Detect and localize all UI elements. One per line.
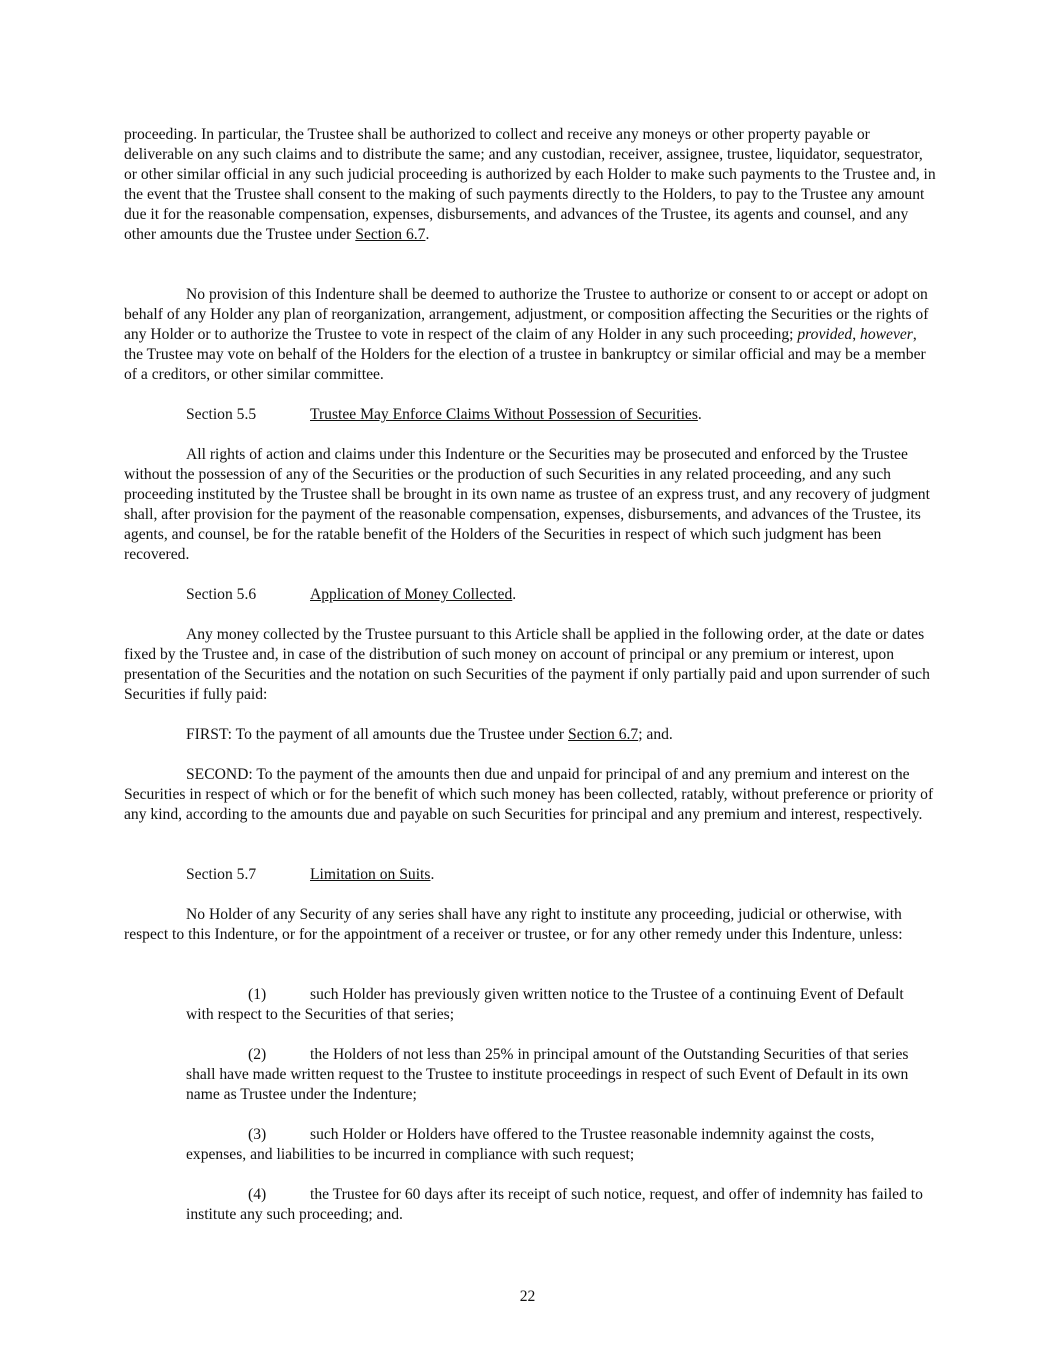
list-item [186, 1185, 934, 1225]
paragraph-5-6 [124, 625, 936, 705]
section-heading-5-6 [186, 585, 516, 605]
paragraph-text: proceeding. In particular, the Trustee shall be authorized to collect and receive any moneys or other property payable or deliverable on any such claims and to distribute the same; and any custodian, receiver, assignee, trustee, liquidator, sequestrator, or other similar official in any such judicial proceeding is authorized by each Holder to make such payments to the Trustee and, in the event that the Trustee shall consent to the making of such payments directly to the Holders, to pay to the Trustee any amount due it for the reasonable compensation, expenses, disbursements, and advances of the Trustee, its agents and counsel, and any other amounts due the Trustee under [124, 126, 936, 243]
paragraph-5-7 [124, 905, 936, 945]
punctuation: . [430, 866, 435, 883]
section-number: Section 5.7 [186, 866, 257, 883]
punctuation: ; and. [638, 726, 673, 743]
list-item-text: the Trustee for 60 days after its receipt of such notice, request, and offer of indemnity has failed to institute any such proceeding; and. [186, 1186, 923, 1223]
punctuation: . [512, 586, 517, 603]
list-item-text: the Holders of not less than 25% in principal amount of the Outstanding Securities of that series shall have made written request to the Trustee to institute proceedings in respect of such Event of Default in its own name as Trustee under the Indenture; [186, 1046, 909, 1103]
list-item-label: (2) [248, 1046, 267, 1063]
list-item [186, 985, 934, 1025]
list-item-label: (1) [248, 986, 267, 1003]
paragraph-second [124, 765, 936, 825]
paragraph-text: Any money collected by the Trustee pursuant to this Article shall be applied in the following order, at the date or dates fixed by the Trustee and, in case of the distribution of such money on account of principal or any premium or interest, upon presentation of the Securities and the notation on such Securities of the payment if only partially paid and upon surrender of such Securities if fully paid: [124, 626, 930, 703]
list-item [186, 1045, 934, 1105]
section-title: Application of Money Collected [310, 586, 513, 603]
page-number: 22 [519, 1288, 536, 1305]
punctuation: , [852, 326, 861, 343]
section-heading-5-5 [186, 405, 702, 425]
paragraph-no-provision [124, 285, 936, 385]
punctuation: . [425, 226, 430, 243]
section-heading-5-7 [186, 865, 434, 885]
paragraph-text: All rights of action and claims under this Indenture or the Securities may be prosecuted and enforced by the Trustee without the possession of any of the Securities or the production of such Securities in any related proceeding, and any such proceeding instituted by the Trustee shall be brought in its own name as trustee of an express trust, and any recovery of judgment shall, after provision for the payment of the reasonable compensation, expenses, disbursements, and advances of the Trustee, its agents, and counsel, be for the ratable benefit of the Holders of the Securities in respect of which such judgment has been recovered. [124, 446, 930, 563]
paragraph-text: No Holder of any Security of any series shall have any right to institute any proceeding, judicial or otherwise, with respect to this Indenture, or for the appointment of a receiver or trustee, or for any other remedy under this Indenture, unless: [124, 906, 903, 943]
list-item-text: such Holder has previously given written notice to the Trustee of a continuing Event of Default with respect to the Securities of that series; [186, 986, 904, 1023]
emphasis-provided: provided [797, 326, 853, 343]
punctuation: . [697, 406, 702, 423]
paragraph-text: SECOND: To the payment of the amounts then due and unpaid for principal of and any premium and interest on the Securities in respect of which or for the benefit of which such money has been collected, ratably, without preference or priority of any kind, according to the amounts due and payable on such Securities for principal and any premium and interest, respectively. [124, 766, 934, 823]
paragraph-5-5 [124, 445, 936, 565]
emphasis-however: however [860, 326, 913, 343]
section-reference: Section 6.7 [568, 726, 639, 743]
list-item-label: (3) [248, 1126, 267, 1143]
section-number: Section 5.5 [186, 406, 257, 423]
paragraph-text: , the Trustee may vote on behalf of the Holders for the election of a trustee in bankruptcy or similar official and may be a member of a creditors, or other similar committee. [124, 326, 926, 383]
paragraph-text: No provision of this Indenture shall be deemed to authorize the Trustee to authorize or consent to or accept or adopt on behalf of any Holder any plan of reorganization, arrangement, adjustment, or composition affecting the Securities or the rights of any Holder or to authorize the Trustee to vote in respect of the claim of any Holder in any such proceeding; [124, 286, 929, 343]
section-reference: Section 6.7 [355, 226, 426, 243]
paragraph-first [124, 725, 936, 745]
list-item-text: such Holder or Holders have offered to the Trustee reasonable indemnity against the costs, expenses, and liabilities to be incurred in compliance with such request; [186, 1126, 875, 1163]
paragraph-text: FIRST: To the payment of all amounts due the Trustee under [186, 726, 569, 743]
list-item-label: (4) [248, 1186, 267, 1203]
list-item [186, 1125, 934, 1165]
section-number: Section 5.6 [186, 586, 257, 603]
paragraph-intro [124, 125, 936, 245]
section-title: Limitation on Suits [310, 866, 431, 883]
section-title: Trustee May Enforce Claims Without Possession of Securities [310, 406, 698, 423]
